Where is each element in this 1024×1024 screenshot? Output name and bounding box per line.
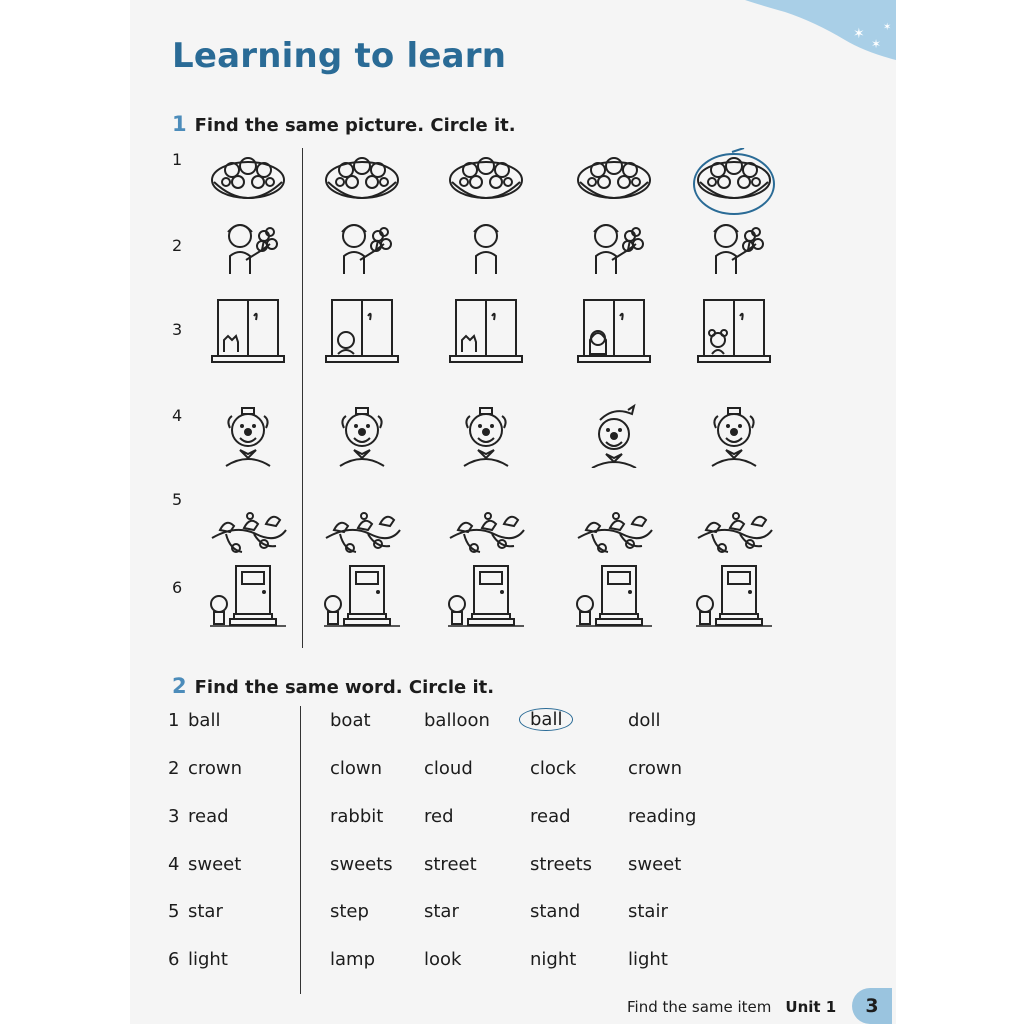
word-option[interactable]: boat: [330, 710, 371, 731]
word-option[interactable]: light: [628, 949, 668, 970]
page-number-badge: 3: [852, 988, 892, 1024]
girl-flowers-icon: [320, 214, 404, 284]
window-with-cat-picture-option[interactable]: [692, 296, 776, 366]
word-option[interactable]: clown: [330, 758, 383, 779]
word-option[interactable]: lamp: [330, 949, 375, 970]
exercise-1-row-number: 3: [172, 320, 183, 339]
target-word: light: [188, 949, 228, 970]
birds-branch-icon: [320, 494, 404, 564]
word-option[interactable]: night: [530, 949, 577, 970]
word-row: [168, 710, 728, 740]
clown-icon: [692, 398, 776, 468]
exercise-1-row-number: 4: [172, 406, 183, 425]
bowl-icon: [572, 148, 656, 218]
word-option[interactable]: reading: [628, 806, 697, 827]
window-with-cat-picture-option[interactable]: [572, 296, 656, 366]
word-option[interactable]: clock: [530, 758, 577, 779]
exercise-1-row-number: 6: [172, 578, 183, 597]
word-row-number: 6: [168, 949, 180, 970]
word-option[interactable]: star: [424, 901, 459, 922]
target-word: crown: [188, 758, 243, 779]
birds-on-branch-picture-option[interactable]: [320, 494, 404, 564]
word-row: [168, 758, 728, 788]
birds-on-branch-picture-option[interactable]: [444, 494, 528, 564]
door-with-plant-picture-option[interactable]: [572, 562, 656, 632]
window-boy-icon: [320, 296, 404, 366]
bowl-icon: [320, 148, 404, 218]
clown-picture-option[interactable]: [206, 398, 290, 468]
target-word: ball: [188, 710, 221, 731]
girl-with-flowers-picture-option[interactable]: [206, 214, 290, 284]
word-option[interactable]: street: [424, 854, 477, 875]
word-option[interactable]: ball: [519, 708, 573, 731]
clown-icon: [320, 398, 404, 468]
door-plant-icon: [320, 562, 404, 632]
birds-on-branch-picture-option[interactable]: [206, 494, 290, 564]
word-option[interactable]: look: [424, 949, 462, 970]
exercise-1-number: 1: [172, 112, 187, 136]
clown-cat-icon: [572, 398, 656, 468]
word-option[interactable]: balloon: [424, 710, 490, 731]
word-row: [168, 806, 728, 836]
word-row-number: 2: [168, 758, 180, 779]
door-with-plant-picture-option[interactable]: [444, 562, 528, 632]
door-plant-icon: [692, 562, 776, 632]
birds-on-branch-picture-option[interactable]: [692, 494, 776, 564]
word-option[interactable]: stand: [530, 901, 581, 922]
word-row-number: 3: [168, 806, 180, 827]
clown-icon: [206, 398, 290, 468]
birds-on-branch-picture-option[interactable]: [572, 494, 656, 564]
window-girl-icon: [572, 296, 656, 366]
clown-picture-option[interactable]: [320, 398, 404, 468]
window-teddy-icon: [692, 296, 776, 366]
clown-picture-option[interactable]: [692, 398, 776, 468]
door-plant-icon: [206, 562, 290, 632]
clown-picture-option[interactable]: [572, 398, 656, 468]
girl-flowers-icon: [206, 214, 290, 284]
target-word: star: [188, 901, 223, 922]
target-word: read: [188, 806, 229, 827]
bowl-of-sweets-picture-option[interactable]: [206, 148, 290, 218]
door-with-plant-picture-option[interactable]: [320, 562, 404, 632]
target-word: sweet: [188, 854, 242, 875]
word-option[interactable]: red: [424, 806, 454, 827]
door-plant-icon: [572, 562, 656, 632]
exercise-1-instruction: Find the same picture. Circle it.: [194, 115, 516, 136]
word-row-number: 4: [168, 854, 180, 875]
window-cat-icon: [206, 296, 290, 366]
exercise-2-number: 2: [172, 674, 187, 698]
word-row-number: 5: [168, 901, 180, 922]
girl-with-flowers-picture-option[interactable]: [692, 214, 776, 284]
word-option[interactable]: doll: [628, 710, 661, 731]
window-cat-icon: [444, 296, 528, 366]
word-option[interactable]: sweet: [628, 854, 682, 875]
exercise-2-instruction: Find the same word. Circle it.: [194, 677, 495, 698]
bowl-icon: [444, 148, 528, 218]
exercise-2-heading: [172, 674, 494, 698]
page-title: Learning to learn: [172, 36, 507, 76]
window-with-cat-picture-option[interactable]: [444, 296, 528, 366]
word-option[interactable]: read: [530, 806, 571, 827]
word-row: [168, 901, 728, 931]
word-row: [168, 854, 728, 884]
birds-branch-icon: [444, 494, 528, 564]
bowl-of-sweets-picture-option[interactable]: [444, 148, 528, 218]
exercise-1-row-number: 2: [172, 236, 183, 255]
bowl-icon: [692, 148, 776, 218]
word-option[interactable]: step: [330, 901, 369, 922]
word-option[interactable]: sweets: [330, 854, 393, 875]
page-footer: [627, 998, 836, 1016]
word-option[interactable]: rabbit: [330, 806, 384, 827]
bowl-of-sweets-picture-option[interactable]: [320, 148, 404, 218]
bowl-icon: [206, 148, 290, 218]
clown-picture-option[interactable]: [444, 398, 528, 468]
girl-flowers-icon: [572, 214, 656, 284]
word-row: [168, 949, 728, 979]
birds-branch-icon: [206, 494, 290, 564]
exercise-1-divider: [302, 148, 303, 648]
bowl-of-sweets-picture-option[interactable]: [572, 148, 656, 218]
birds-branch-icon: [572, 494, 656, 564]
birds-branch-icon: [692, 494, 776, 564]
exercise-1-row-number: 5: [172, 490, 183, 509]
word-row-number: 1: [168, 710, 180, 731]
footer-unit: Unit 1: [785, 998, 837, 1016]
door-with-plant-picture-option[interactable]: [206, 562, 290, 632]
svg-text:✶: ✶: [853, 26, 865, 42]
girl-with-flowers-picture-option[interactable]: [320, 214, 404, 284]
window-with-cat-picture-option[interactable]: [206, 296, 290, 366]
clown-icon: [444, 398, 528, 468]
girl-icon: [444, 214, 528, 284]
exercise-1-heading: [172, 112, 516, 136]
exercise-1-row-number: 1: [172, 150, 183, 169]
door-with-plant-picture-option[interactable]: [692, 562, 776, 632]
girl-with-flowers-picture-option[interactable]: [444, 214, 528, 284]
word-option[interactable]: cloud: [424, 758, 473, 779]
footer-label: Find the same item: [627, 998, 772, 1016]
bowl-of-sweets-picture-option[interactable]: [692, 148, 776, 218]
girl-flowers-icon: [692, 214, 776, 284]
door-plant-icon: [444, 562, 528, 632]
svg-text:✶: ✶: [883, 22, 892, 33]
snowflake-corner-decoration: [745, 0, 896, 60]
word-option[interactable]: stair: [628, 901, 668, 922]
svg-text:✶: ✶: [871, 37, 882, 51]
window-with-cat-picture-option[interactable]: [320, 296, 404, 366]
girl-with-flowers-picture-option[interactable]: [572, 214, 656, 284]
word-option[interactable]: streets: [530, 854, 593, 875]
word-option[interactable]: crown: [628, 758, 683, 779]
